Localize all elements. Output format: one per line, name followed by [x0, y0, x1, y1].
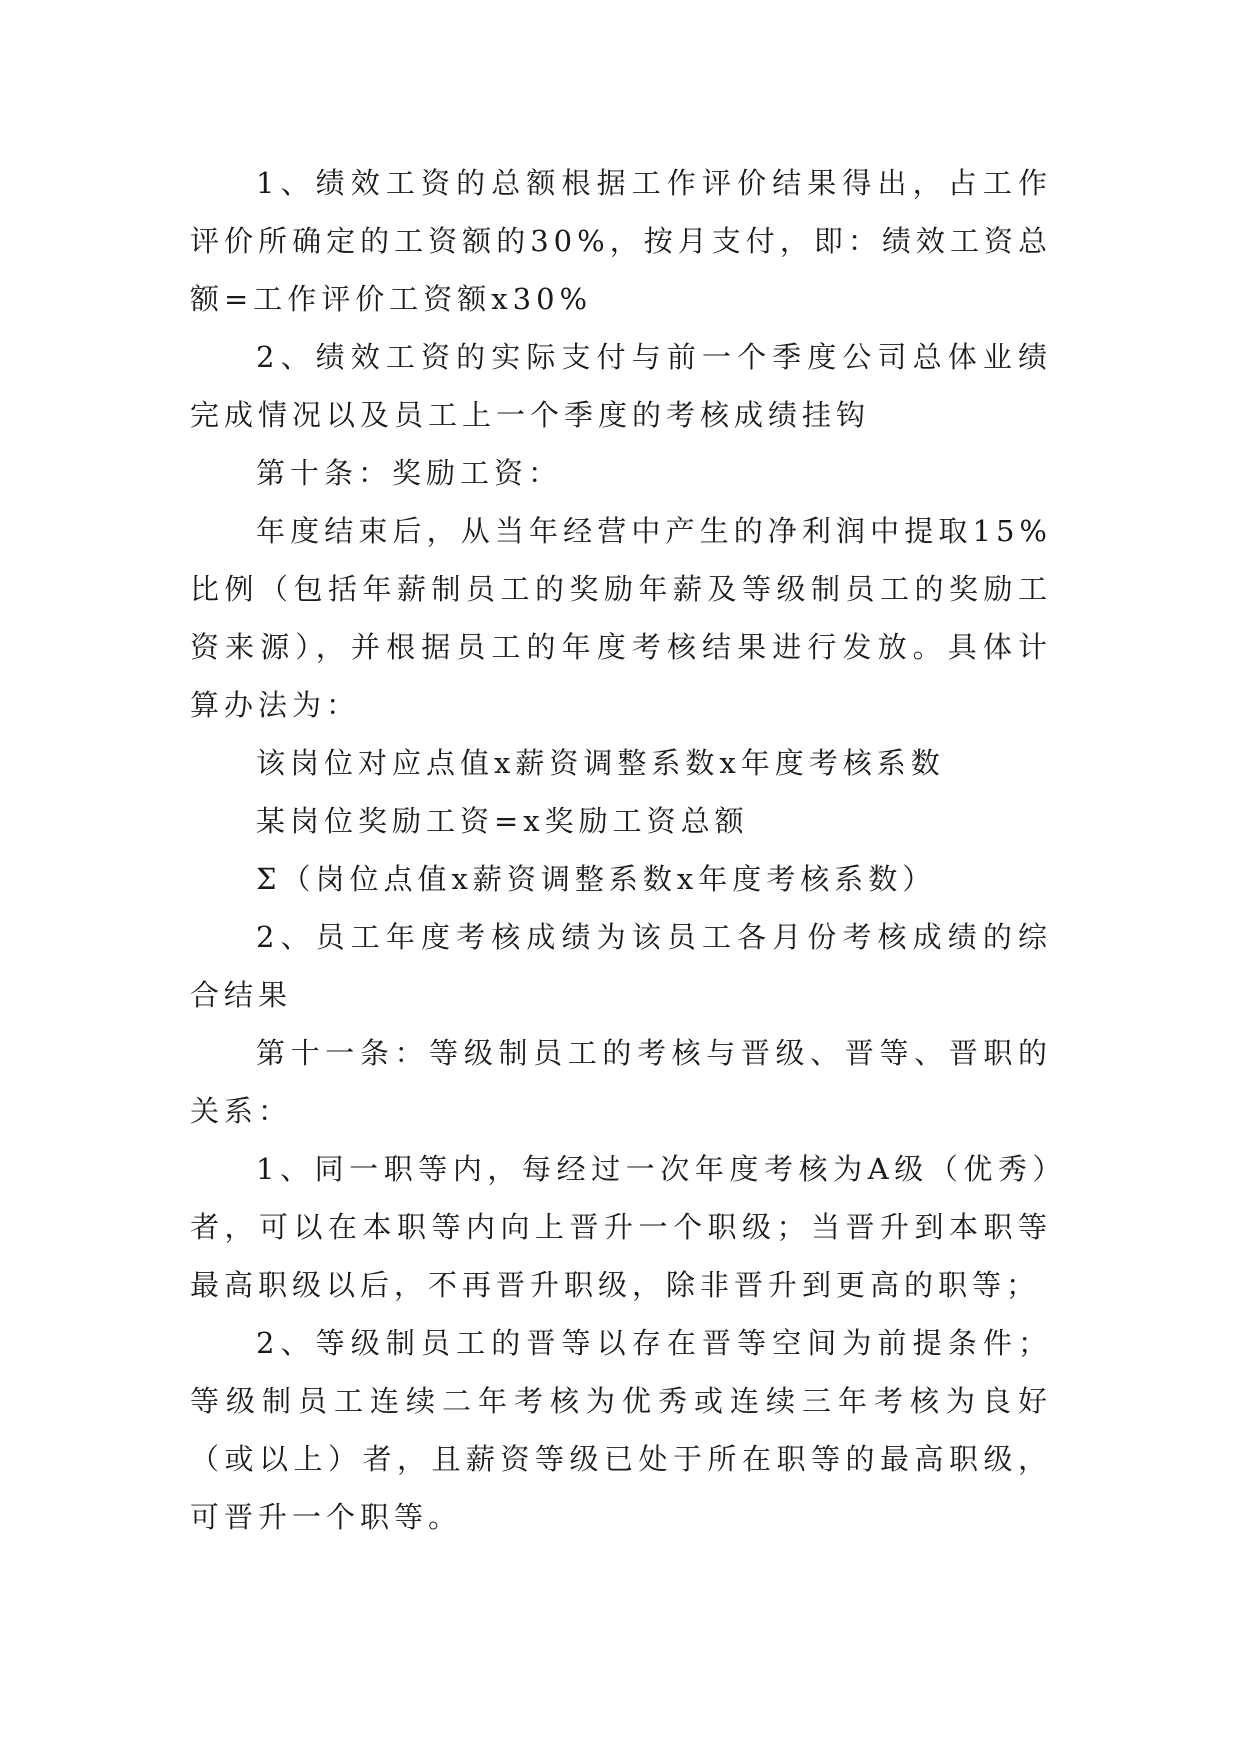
paragraph-level-promotion: 2、等级制员工的晋等以存在晋等空间为前提条件；等级制员工连续二年考核为优秀或连续三年考核为良好（或以上）者，且薪资等级已处于所在职等的最高职级，可晋升一个职等。	[190, 1326, 1052, 1534]
formula-line-1: 该岗位对应点值x薪资调整系数x年度考核系数	[256, 746, 945, 780]
document-body	[190, 154, 1052, 1546]
article-eleven-heading: 第十一条：等级制员工的考核与晋级、晋等、晋职的关系：	[190, 1036, 1052, 1128]
paragraph-grade-promotion: 1、同一职等内，每经过一次年度考核为A级（优秀）者，可以在本职等内向上晋升一个职级；当晋升到本职等最高职级以后，不再晋升职级，除非晋升到更高的职等；	[190, 1152, 1052, 1302]
paragraph-performance-pay-actual: 2、绩效工资的实际支付与前一个季度公司总体业绩完成情况以及员工上一个季度的考核成绩挂钩	[190, 340, 1052, 432]
paragraph-bonus-source: 年度结束后，从当年经营中产生的净利润中提取15%比例（包括年薪制员工的奖励年薪及等级制员工的奖励工资来源），并根据员工的年度考核结果进行发放。具体计算办法为：	[190, 514, 1052, 722]
paragraph-annual-assessment: 2、员工年度考核成绩为该员工各月份考核成绩的综合结果	[190, 920, 1052, 1012]
formula-line-3: Σ（岗位点值x薪资调整系数x年度考核系数）	[256, 862, 937, 896]
formula-line-2: 某岗位奖励工资=x奖励工资总额	[256, 804, 749, 838]
paragraph-performance-pay-total: 1、绩效工资的总额根据工作评价结果得出，占工作评价所确定的工资额的30%，按月支付，即：绩效工资总额=工作评价工资额x30%	[190, 166, 1052, 316]
article-ten-heading: 第十条：奖励工资：	[256, 456, 563, 490]
